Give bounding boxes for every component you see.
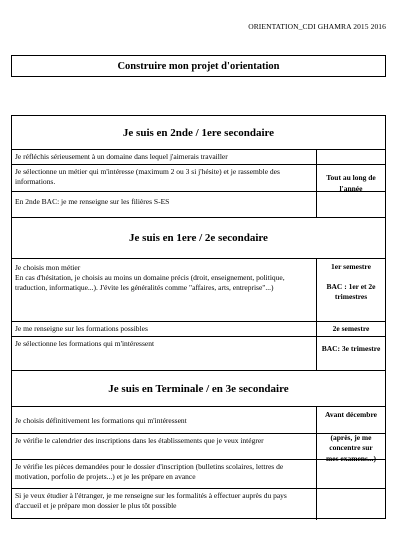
orientation-table — [11, 115, 386, 519]
row-text: Je vérifie les pièces demandées pour le dossier d'inscription (bulletins scolaires, lettres de motivation, porfolio de projets...) et je les prépare en avance — [12, 460, 317, 488]
table-row — [12, 259, 385, 322]
row-text: Je me renseigne sur les formations possibles — [12, 322, 317, 336]
timing-label: BAC: 3e trimestre — [321, 343, 381, 353]
row-text: Je sélectionne un métier qui m'intéresse (maximum 2 ou 3 si j'hésite) et je rassemble des informations. — [12, 165, 317, 191]
timing-label: 1er semestre — [331, 262, 371, 271]
timing-label: BAC : 1er et 2e trimestres — [326, 281, 376, 301]
timing-label: Avant décembre — [324, 410, 377, 419]
row-text: Je sélectionne les formations qui m'intéressent — [12, 337, 317, 370]
row-text: En cas d'hésitation, je choisis au moins un domaine précis (droit, enseignement, politique, traduction, informatique...). J'évite les généralités comme "affaires, arts, entreprise"...) — [15, 273, 285, 293]
timing-label: 2e semestre — [332, 324, 370, 333]
table-row — [12, 489, 385, 520]
row-text: Si je veux étudier à l'étranger, je me renseigne sur les formalités à effectuer auprès du pays d'accueil et je prépare mon dossier le plus tôt possible — [12, 489, 317, 520]
section-heading-terminale: Je suis en Terminale / en 3e secondaire — [12, 371, 385, 407]
row-text: Je choisis définitivement les formations qui m'intéressent — [12, 407, 317, 433]
timing-label: (après, je me concentre sur mes examens...) — [326, 432, 376, 463]
timing-2nde — [317, 150, 385, 218]
timing-terminale — [317, 407, 385, 489]
row-text: Je réfléchis sérieusement à un domaine dans lequel j'aimerais travailler — [12, 150, 317, 164]
section-heading-1ere: Je suis en 1ere / 2e secondaire — [12, 218, 385, 259]
document-header-code: ORIENTATION_CDI GHAMRA 2015 2016 — [248, 22, 386, 31]
row-text: Je choisis mon métier — [15, 263, 81, 272]
timing-label: Tout au long de l'année — [326, 173, 376, 193]
section-heading-2nde: Je suis en 2nde / 1ere secondaire — [12, 116, 385, 150]
row-text-group — [12, 259, 317, 321]
row-text: En 2nde BAC: je me renseigne sur les filières S-ES — [12, 192, 317, 217]
row-text: Je vérifie le calendrier des inscriptions dans les établissements que je veux intégrer — [12, 434, 317, 459]
timing-1ere-semester-1 — [317, 259, 385, 321]
timing-1ere-semester-2 — [317, 322, 385, 371]
document-title: Construire mon projet d'orientation — [11, 55, 386, 77]
